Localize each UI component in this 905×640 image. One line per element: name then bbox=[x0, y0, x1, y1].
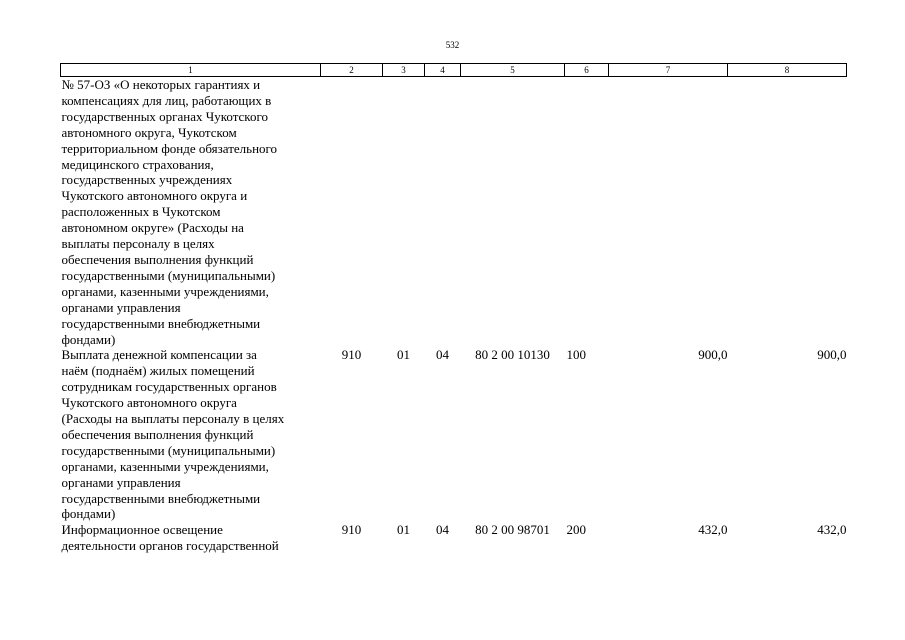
column-header-2: 2 bbox=[321, 64, 383, 77]
row-ministry-code: 910 bbox=[341, 347, 362, 363]
row-expense-type bbox=[565, 77, 609, 348]
column-header-7: 7 bbox=[609, 64, 728, 77]
column-header-6: 6 bbox=[565, 64, 609, 77]
row-expense-type: 100 bbox=[566, 347, 586, 363]
column-header-4: 4 bbox=[425, 64, 461, 77]
row-target-article bbox=[461, 77, 565, 348]
table-header-row bbox=[61, 64, 847, 77]
column-header-3: 3 bbox=[383, 64, 425, 77]
budget-table bbox=[60, 63, 847, 554]
row-subsection-code: 04 bbox=[436, 347, 449, 363]
row-ministry-code: 910 bbox=[341, 522, 362, 538]
row-ministry-code bbox=[321, 77, 383, 348]
row-amount-1: 432,0 bbox=[698, 522, 728, 538]
row-name: Выплата денежной компенсации за наём (поднаём) жилых помещений сотрудникам государственных органов Чукотского автономного округа (Расходы на выплаты персоналу в целях обеспечения выполнения функций государственными (муниципальными) органами, казенными учреждениями, органами управления государственными внебюджетными фондами) bbox=[61, 347, 285, 522]
column-header-1: 1 bbox=[61, 64, 321, 77]
row-subsection-code bbox=[425, 77, 461, 348]
column-header-5: 5 bbox=[461, 64, 565, 77]
table-row bbox=[61, 77, 847, 348]
row-name: № 57-ОЗ «О некоторых гарантиях и компенсациях для лиц, работающих в государственных органах Чукотского автономного округа, Чукотском территориальном фонде обязательного медицинского страхования, государственных учреждениях Чукотского автономного округа и расположенных в Чукотском автономном округе» (Расходы на выплаты персоналу в целях обеспечения выполнения функций государственными (муниципальными) органами, казенными учреждениями, органами управления государственными внебюджетными фондами) bbox=[61, 77, 278, 347]
row-subsection-code: 04 bbox=[436, 522, 449, 538]
table-row bbox=[61, 522, 847, 554]
column-header-8: 8 bbox=[728, 64, 847, 77]
page-number: 532 bbox=[445, 40, 460, 50]
row-expense-type: 200 bbox=[566, 522, 586, 538]
row-amount-1: 900,0 bbox=[698, 347, 728, 363]
row-amount-2 bbox=[728, 77, 847, 348]
row-amount-2: 900,0 bbox=[817, 347, 847, 363]
row-amount-2: 432,0 bbox=[817, 522, 847, 538]
row-section-code: 01 bbox=[397, 347, 410, 363]
row-target-article: 80 2 00 10130 bbox=[475, 347, 550, 363]
table-row bbox=[61, 347, 847, 522]
row-target-article: 80 2 00 98701 bbox=[475, 522, 550, 538]
row-section-code: 01 bbox=[397, 522, 410, 538]
row-section-code bbox=[383, 77, 425, 348]
row-amount-1 bbox=[609, 77, 728, 348]
row-name: Информационное освещение деятельности органов государственной bbox=[61, 522, 279, 554]
